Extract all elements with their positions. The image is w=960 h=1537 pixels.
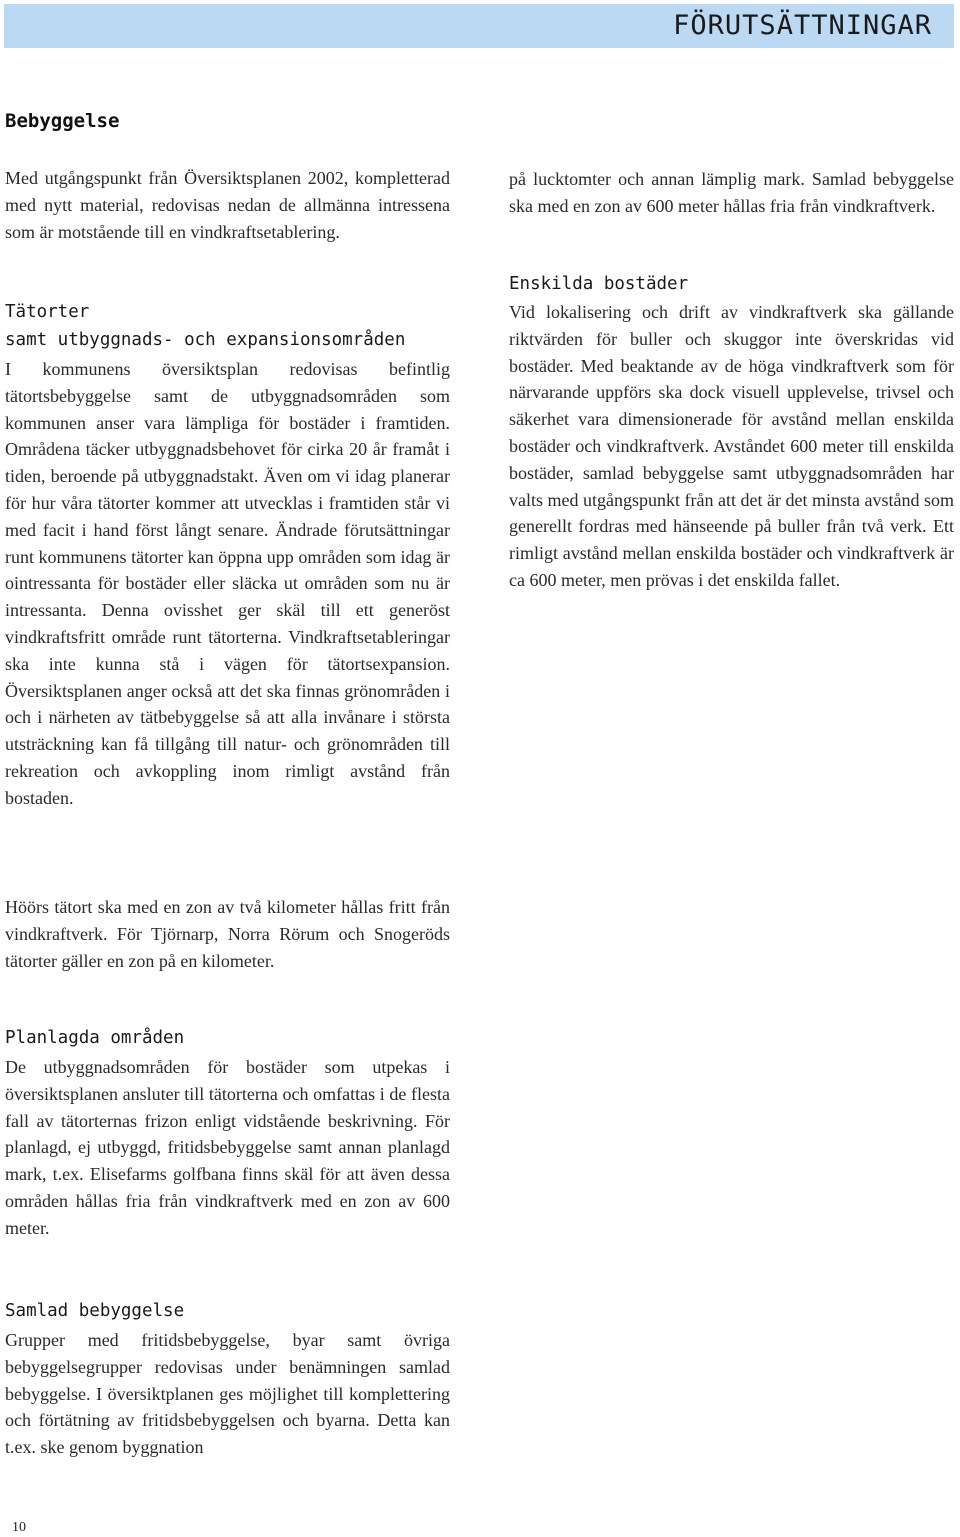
enskilda-heading: Enskilda bostäder bbox=[509, 274, 689, 294]
samlad-paragraph: Grupper med fritidsbebyggelse, byar samt övriga bebyggelsegrupper redovisas under benämningen samlad bebyggelse. I översiktplanen ges möjlighet till komplettering och förtätning av fritidsbebyggelsen och byarna. Detta kan t.ex. ske genom byggnation bbox=[5, 1330, 450, 1458]
samlad-heading: Samlad bebyggelse bbox=[5, 1301, 185, 1321]
enskilda-paragraph: Vid lokalisering och drift av vindkraftverk ska gällande riktvärden för buller och skuggor inte överskridas vid bostäder. Med beaktande av de höga vindkraftverk som för närvarande uppförs ska dock visuell upplevelse, trivsel och säkerhet vara dimensionerade för avstånd mellan enskilda bostäder och vindkraftverk. Avståndet 600 meter till enskilda bostäder, samlad bebyggelse samt utbyggnadsområden har valts med utgångspunkt från att det är det minsta avstånd som generellt fordras med hänseende på buller från två verk. Ett rimligt avstånd mellan enskilda bostäder och vindkraftverk är ca 600 meter, men prövas i det enskilda fallet. bbox=[509, 302, 954, 590]
intro-paragraph: Med utgångspunkt från Översiktsplanen 2002, kompletterad med nytt material, redovisas nedan de allmänna intressena som är motstående till en vindkraftsetablering. bbox=[5, 168, 450, 242]
planlagda-heading: Planlagda områden bbox=[5, 1028, 185, 1048]
section-title: Bebyggelse bbox=[5, 110, 120, 132]
page-header-title: FÖRUTSÄTTNINGAR bbox=[673, 10, 932, 41]
page-header-band bbox=[4, 4, 954, 48]
planlagda-paragraph: De utbyggnadsområden för bostäder som utpekas i översiktsplanen ansluter till tätorterna och omfattas i de flesta fall av tätorternas frizon enligt vidstående beskrivning. För planlagd, ej utbyggd, fritidsbebyggelse samt annan planlagd mark, t.ex. Elisefarms golfbana finns skäl för att även dessa områden hållas fria från vindkraftverk med en zon av 600 meter. bbox=[5, 1057, 450, 1238]
tatorter-paragraph: I kommunens översiktsplan redovisas befintlig tätortsbebyggelse samt de utbyggnadsområden som kommunen anser vara lämpliga för bostäder i framtiden. Områdena täcker utbyggnadsbehovet för cirka 20 år framåt i tiden, beroende på utbyggnadstakt. Även om vi idag planerar för hur våra tätorter kommer att utvecklas i framtiden står vi med facit i hand först långt senare. Ändrade förutsättningar runt kommunens tätorter kan öppna upp områden som idag är ointressanta för bostäder eller släcka ut områden som nu är intressanta. Denna ovisshet ger skäl till ett generöst vindkraftsfritt område runt tätorterna. Vindkraftsetableringar ska inte kunna stå i vägen för tätortsexpansion. Översiktsplanen anger också att det ska finnas grönområden i och i närheten av tätbebyggelse så att alla invånare i största utsträckning kan få tillgång till natur- och grönområden till rekreation och avkoppling inom rimligt avstånd från bostaden. bbox=[5, 359, 450, 808]
page-number: 10 bbox=[12, 1520, 26, 1535]
hoor-paragraph: Höörs tätort ska med en zon av två kilometer hållas fritt från vindkraftverk. För Tjörnarp, Norra Rörum och Snogeröds tätorter gäller en zon på en kilometer. bbox=[5, 897, 450, 971]
tatorter-subheading: samt utbyggnads- och expansionsområden bbox=[5, 330, 406, 350]
tatorter-heading: Tätorter bbox=[5, 302, 90, 322]
continuation-paragraph: på lucktomter och annan lämplig mark. Samlad bebyggelse ska med en zon av 600 meter hållas fria från vindkraftverk. bbox=[509, 169, 954, 216]
